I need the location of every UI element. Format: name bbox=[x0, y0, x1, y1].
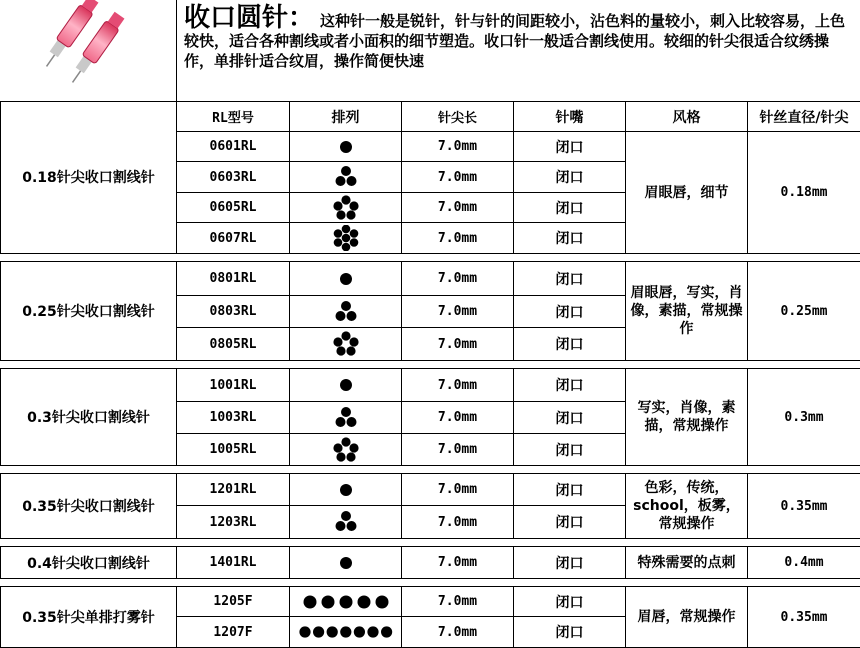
style-cell: 特殊需要的点刺 bbox=[626, 547, 748, 579]
group-separator bbox=[1, 361, 860, 369]
length-cell: 7.0mm bbox=[402, 193, 514, 223]
group-name: 0.18针尖收口割线针 bbox=[1, 102, 177, 254]
pattern-cell bbox=[290, 369, 402, 402]
needle-dot bbox=[341, 407, 351, 417]
needle-dot bbox=[333, 201, 342, 210]
needle-dot bbox=[335, 176, 345, 186]
needle-arrangement-icon bbox=[331, 372, 361, 398]
needle-dot bbox=[340, 557, 352, 569]
length-cell: 7.0mm bbox=[402, 132, 514, 162]
table-row bbox=[1, 547, 860, 579]
needle-arrangement-icon bbox=[298, 625, 394, 639]
group-name: 0.3针尖收口割线针 bbox=[1, 369, 177, 466]
style-cell: 色彩，传统，school，板雾，常规操作 bbox=[626, 474, 748, 539]
group-name: 0.35针尖收口割线针 bbox=[1, 474, 177, 539]
header-description: 这种针一般是锐针，针与针的间距较小，沾色料的量较小，刺入比较容易，上色较快，适合各种割线或者小面积的细节塑造。收口针一般适合割线使用。较细的针尖很适合纹绣操作，单排针适合纹眉，操作简便快速 bbox=[184, 12, 845, 70]
needle-spec-table bbox=[0, 101, 860, 648]
separator-cell bbox=[1, 254, 860, 262]
needle-dot bbox=[346, 417, 356, 427]
tip-cell: 闭口 bbox=[514, 132, 626, 162]
model-cell: 0605RL bbox=[177, 193, 290, 223]
model-cell: 0805RL bbox=[177, 328, 290, 361]
model-cell: 1203RL bbox=[177, 506, 290, 539]
model-cell: 1205F bbox=[177, 587, 290, 617]
group-separator bbox=[1, 539, 860, 547]
pattern-cell bbox=[290, 547, 402, 579]
needle-arrangement-icon bbox=[331, 509, 361, 535]
model-cell: 1001RL bbox=[177, 369, 290, 402]
pattern-cell bbox=[290, 296, 402, 328]
model-cell: 0607RL bbox=[177, 223, 290, 254]
needle-arrangement-icon bbox=[331, 477, 361, 503]
needle-dot bbox=[346, 176, 356, 186]
needle-dot bbox=[326, 626, 337, 637]
model-cell: 1005RL bbox=[177, 434, 290, 466]
pattern-cell bbox=[290, 617, 402, 648]
needle-dot bbox=[299, 626, 310, 637]
style-cell: 眉眼唇，写实，肖像，素描，常规操作 bbox=[626, 262, 748, 361]
needle-dot bbox=[313, 626, 324, 637]
pattern-cell bbox=[290, 434, 402, 466]
tattoo-needle-image bbox=[0, 0, 177, 101]
needle-dot bbox=[349, 238, 358, 247]
table-row bbox=[1, 474, 860, 506]
needle-dot bbox=[341, 331, 350, 340]
tip-cell: 闭口 bbox=[514, 296, 626, 328]
length-cell: 7.0mm bbox=[402, 296, 514, 328]
tip-cell: 闭口 bbox=[514, 162, 626, 193]
separator-cell bbox=[1, 539, 860, 547]
needle-dot bbox=[346, 521, 356, 531]
style-cell: 眉唇，常规操作 bbox=[626, 587, 748, 648]
length-cell: 7.0mm bbox=[402, 474, 514, 506]
header bbox=[0, 0, 860, 102]
needle-dot bbox=[336, 210, 345, 219]
needle-dot bbox=[341, 195, 350, 204]
length-cell: 7.0mm bbox=[402, 402, 514, 434]
needle-dot bbox=[346, 210, 355, 219]
tip-cell: 闭口 bbox=[514, 369, 626, 402]
table-header-row bbox=[1, 102, 860, 132]
needle-arrangement-icon bbox=[331, 225, 361, 251]
needle-dot bbox=[357, 595, 370, 608]
needle-dot bbox=[339, 595, 352, 608]
needle-dot bbox=[340, 379, 352, 391]
model-cell: 1201RL bbox=[177, 474, 290, 506]
tip-cell: 闭口 bbox=[514, 262, 626, 296]
column-header: 针丝直径/针尖 bbox=[748, 102, 860, 132]
needle-arrangement-icon bbox=[331, 164, 361, 190]
group-separator bbox=[1, 579, 860, 587]
pattern-cell bbox=[290, 474, 402, 506]
needle-dot bbox=[349, 229, 358, 238]
style-cell: 写实，肖像，素描，常规操作 bbox=[626, 369, 748, 466]
pattern-cell bbox=[290, 328, 402, 361]
style-cell: 眉眼唇，细节 bbox=[626, 132, 748, 254]
needle-dot bbox=[333, 337, 342, 346]
needle-dot bbox=[340, 484, 352, 496]
diameter-cell: 0.35mm bbox=[748, 474, 860, 539]
needle-dot bbox=[336, 346, 345, 355]
diameter-cell: 0.4mm bbox=[748, 547, 860, 579]
needle-dot bbox=[333, 229, 342, 238]
diameter-cell: 0.35mm bbox=[748, 587, 860, 648]
column-header: 针尖长 bbox=[402, 102, 514, 132]
header-description-block bbox=[184, 8, 852, 71]
needle-dot bbox=[340, 626, 351, 637]
tip-cell: 闭口 bbox=[514, 434, 626, 466]
tip-cell: 闭口 bbox=[514, 587, 626, 617]
table-row bbox=[1, 369, 860, 402]
tip-cell: 闭口 bbox=[514, 547, 626, 579]
needle-dot bbox=[340, 141, 352, 153]
tip-cell: 闭口 bbox=[514, 617, 626, 648]
tip-cell: 闭口 bbox=[514, 402, 626, 434]
needle-dot bbox=[341, 225, 350, 233]
needle-dot bbox=[303, 595, 316, 608]
length-cell: 7.0mm bbox=[402, 617, 514, 648]
needle-dot bbox=[375, 595, 388, 608]
column-header: 风格 bbox=[626, 102, 748, 132]
needle-dot bbox=[353, 626, 364, 637]
model-cell: 0803RL bbox=[177, 296, 290, 328]
needle-dot bbox=[349, 201, 358, 210]
needle-dot bbox=[335, 417, 345, 427]
model-cell: 1207F bbox=[177, 617, 290, 648]
model-cell: 1401RL bbox=[177, 547, 290, 579]
group-separator bbox=[1, 466, 860, 474]
diameter-cell: 0.25mm bbox=[748, 262, 860, 361]
tip-cell: 闭口 bbox=[514, 506, 626, 539]
length-cell: 7.0mm bbox=[402, 162, 514, 193]
pattern-cell bbox=[290, 587, 402, 617]
needle-dot bbox=[335, 521, 345, 531]
column-header: RL型号 bbox=[177, 102, 290, 132]
needle-arrangement-icon bbox=[331, 266, 361, 292]
needle-dot bbox=[349, 443, 358, 452]
length-cell: 7.0mm bbox=[402, 547, 514, 579]
needle-dot bbox=[341, 437, 350, 446]
needle-arrangement-icon bbox=[331, 331, 361, 357]
model-cell: 0601RL bbox=[177, 132, 290, 162]
needle-dot bbox=[341, 243, 350, 251]
table-row bbox=[1, 262, 860, 296]
needle-dot bbox=[341, 234, 350, 243]
model-cell: 0603RL bbox=[177, 162, 290, 193]
diameter-cell: 0.3mm bbox=[748, 369, 860, 466]
needle-dot bbox=[333, 443, 342, 452]
group-separator bbox=[1, 254, 860, 262]
length-cell: 7.0mm bbox=[402, 328, 514, 361]
needle-dot bbox=[340, 273, 352, 285]
column-header: 针嘴 bbox=[514, 102, 626, 132]
pattern-cell bbox=[290, 506, 402, 539]
length-cell: 7.0mm bbox=[402, 506, 514, 539]
separator-cell bbox=[1, 579, 860, 587]
needle-arrangement-icon bbox=[331, 437, 361, 463]
needle-arrangement-icon bbox=[331, 195, 361, 221]
length-cell: 7.0mm bbox=[402, 434, 514, 466]
needle-dot bbox=[341, 166, 351, 176]
needle-dot bbox=[336, 452, 345, 461]
group-name: 0.35针尖单排打雾针 bbox=[1, 587, 177, 648]
table-row bbox=[1, 587, 860, 617]
length-cell: 7.0mm bbox=[402, 587, 514, 617]
length-cell: 7.0mm bbox=[402, 223, 514, 254]
separator-cell bbox=[1, 361, 860, 369]
needle-cartridge-icon bbox=[0, 0, 176, 101]
pattern-cell bbox=[290, 262, 402, 296]
header-title: 收口圆针： bbox=[184, 3, 314, 33]
needle-dot bbox=[381, 626, 392, 637]
tip-cell: 闭口 bbox=[514, 193, 626, 223]
needle-dot bbox=[346, 346, 355, 355]
needle-dot bbox=[367, 626, 378, 637]
needle-arrangement-icon bbox=[331, 134, 361, 160]
group-name: 0.4针尖收口割线针 bbox=[1, 547, 177, 579]
pattern-cell bbox=[290, 402, 402, 434]
needle-dot bbox=[341, 301, 351, 311]
needle-dot bbox=[346, 452, 355, 461]
needle-arrangement-icon bbox=[301, 594, 391, 610]
needle-dot bbox=[335, 311, 345, 321]
needle-dot bbox=[321, 595, 334, 608]
column-header: 排列 bbox=[290, 102, 402, 132]
needle-arrangement-icon bbox=[331, 550, 361, 576]
tip-cell: 闭口 bbox=[514, 328, 626, 361]
length-cell: 7.0mm bbox=[402, 369, 514, 402]
needle-dot bbox=[333, 238, 342, 247]
model-cell: 0801RL bbox=[177, 262, 290, 296]
tip-cell: 闭口 bbox=[514, 474, 626, 506]
needle-dot bbox=[346, 311, 356, 321]
group-name: 0.25针尖收口割线针 bbox=[1, 262, 177, 361]
pattern-cell bbox=[290, 132, 402, 162]
separator-cell bbox=[1, 466, 860, 474]
pattern-cell bbox=[290, 193, 402, 223]
tip-cell: 闭口 bbox=[514, 223, 626, 254]
needle-dot bbox=[341, 511, 351, 521]
needle-dot bbox=[349, 337, 358, 346]
pattern-cell bbox=[290, 223, 402, 254]
needle-arrangement-icon bbox=[331, 405, 361, 431]
model-cell: 1003RL bbox=[177, 402, 290, 434]
diameter-cell: 0.18mm bbox=[748, 132, 860, 254]
pattern-cell bbox=[290, 162, 402, 193]
needle-arrangement-icon bbox=[331, 299, 361, 325]
length-cell: 7.0mm bbox=[402, 262, 514, 296]
